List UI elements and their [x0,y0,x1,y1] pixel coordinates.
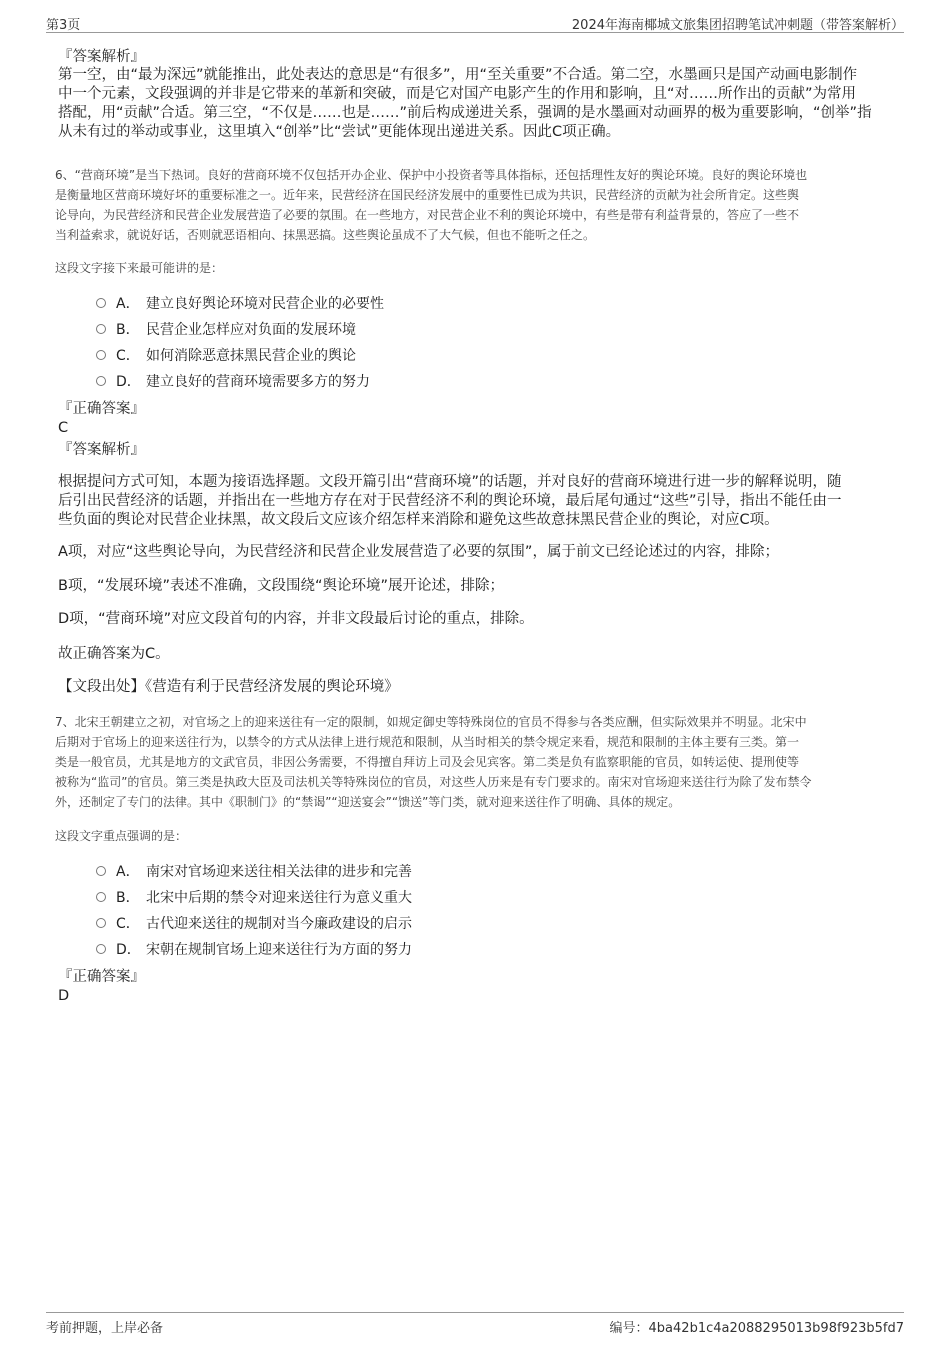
q6-option-b[interactable]: B． 民营企业怎样应对负面的发展环境 [96,320,356,340]
document-id: 编号：4ba42b1c4a2088295013b98f923b5fd7 [609,1321,904,1336]
q6-stem-line: 6、“营商环境”是当下热词。良好的营商环境不仅包括开办企业、保护中小投资者等具体指标，还包括理性友好的舆论环境。良好的舆论环境也 [55,168,808,182]
q6-stem [55,165,905,245]
q7-option-d[interactable]: D． 宋朝在规制官场上迎来送往行为方面的努力 [96,940,412,960]
q5-analysis-line: 从未有过的举动或事业，这里填入“创举”比“尝试”更能体现出递进关系。因此C项正确。 [58,124,621,140]
q6-conclusion: 故正确答案为C。 [58,646,170,662]
q6-answer-label: 『正确答案』 [58,401,145,417]
q6-item-a: A项，对应“这些舆论导向，为民营经济和民营企业发展营造了必要的氛围”，属于前文已经论述过的内容，排除； [58,544,779,560]
q7-stem [55,712,905,812]
q6-analysis-line: 些负面的舆论对民营企业抹黑，故文段后文应该介绍怎样来消除和避免这些故意抹黑民营企业的舆论，对应C项。 [58,512,779,528]
q7-stem-line: 后期对于官场上的迎来送往行为，以禁令的方式从法律上进行规范和限制，从当时相关的禁令规定来看，规范和限制的主体主要有三类。第一 [55,735,800,749]
radio-icon[interactable] [96,350,106,360]
q7-prompt: 这段文字重点强调的是： [55,829,188,843]
radio-icon[interactable] [96,944,106,954]
page-number: 第3页 [46,18,81,33]
radio-icon[interactable] [96,918,106,928]
q6-stem-line: 论导向，为民营经济和民营企业发展营造了必要的氛围。在一些地方，对民营企业不利的舆论环境中，有些是带有利益背景的，答应了一些不 [55,208,800,222]
q6-stem-line: 是衡量地区营商环境好坏的重要标准之一。近年来，民营经济在国民经济发展中的重要性已成为共识，民营经济的贡献为社会所肯定。这些舆 [55,188,800,202]
q6-source: 【文段出处】《营造有利于民营经济发展的舆论环境》 [58,679,399,695]
q6-item-d: D项，“营商环境”对应文段首句的内容，并非文段最后讨论的重点，排除。 [58,611,534,627]
q7-stem-line: 类是一般官员，尤其是地方的文武官员，非因公务需要，不得擅自拜访上司及会见宾客。第二类是负有监察职能的官员，如转运使、提刑使等 [55,755,800,769]
q7-stem-line: 7、北宋王朝建立之初，对官场之上的迎来送往有一定的限制，如规定御史等特殊岗位的官员不得参与各类应酬，但实际效果并不明显。北宋中 [55,715,807,729]
q6-item-b: B项，“发展环境”表述不准确，文段围绕“舆论环境”展开论述，排除； [58,578,504,594]
q7-option-c[interactable]: C． 古代迎来送往的规制对当今廉政建设的启示 [96,914,412,934]
radio-icon[interactable] [96,892,106,902]
q7-answer: D [58,988,70,1004]
radio-icon[interactable] [96,376,106,386]
q6-prompt: 这段文字接下来最可能讲的是： [55,261,224,275]
q6-analysis-label: 『答案解析』 [58,442,145,458]
document-title: 2024年海南椰城文旅集团招聘笔试冲刺题（带答案解析） [571,18,904,33]
q6-analysis-line: 根据提问方式可知，本题为接语选择题。文段开篇引出“营商环境”的话题，并对良好的营商环境进行进一步的解释说明，随 [58,474,842,490]
q6-option-a[interactable]: A． 建立良好舆论环境对民营企业的必要性 [96,294,384,314]
footer-slogan: 考前押题，上岸必备 [46,1321,164,1336]
q6-option-d[interactable]: D． 建立良好的营商环境需要多方的努力 [96,372,370,392]
q6-option-c[interactable]: C． 如何消除恶意抹黑民营企业的舆论 [96,346,356,366]
q6-stem-line: 当利益索求，就说好话，否则就恶语相向、抹黑恶搞。这些舆论虽成不了大气候，但也不能听之任之。 [55,228,596,242]
q7-option-a[interactable]: A． 南宋对官场迎来送往相关法律的进步和完善 [96,862,412,882]
q7-option-b[interactable]: B． 北宋中后期的禁令对迎来送往行为意义重大 [96,888,412,908]
q5-analysis [58,66,888,142]
q5-analysis-label: 『答案解析』 [58,49,145,65]
q7-stem-line: 被称为“监司”的官员。第三类是执政大臣及司法机关等特殊岗位的官员，对这些人历来是有专门要求的。南宋对官场迎来送往行为除了发布禁令 [55,775,812,789]
q7-stem-line: 外，还制定了专门的法律。其中《职制门》的“禁谒”“迎送宴会”“馈送”等门类，就对迎来送往作了明确、具体的规定。 [55,795,681,809]
q6-answer: C [58,420,69,436]
radio-icon[interactable] [96,324,106,334]
page-footer [46,1312,904,1335]
q5-analysis-line: 中一个元素，文段强调的并非是它带来的革新和突破，而是它对国产电影产生的作用和影响，且“对……所作出的贡献”为常用 [58,86,857,102]
q6-analysis-line: 后引出民营经济的话题，并指出在一些地方存在对于民营经济不利的舆论环境，最后尾句通过“这些”引导，指出不能任由一 [58,493,842,509]
q6-analysis [58,473,888,530]
q5-analysis-line: 搭配，用“贡献”合适。第三空，“不仅是……也是……”前后构成递进关系，强调的是水墨画对动画界的极为重要影响，“创举”指 [58,105,872,121]
page-header [46,14,904,33]
q7-answer-label: 『正确答案』 [58,969,145,985]
q5-analysis-line: 第一空，由“最为深远”就能推出，此处表达的意思是“有很多”，用“至关重要”不合适。第二空，水墨画只是国产动画电影制作 [58,67,858,83]
radio-icon[interactable] [96,298,106,308]
radio-icon[interactable] [96,866,106,876]
